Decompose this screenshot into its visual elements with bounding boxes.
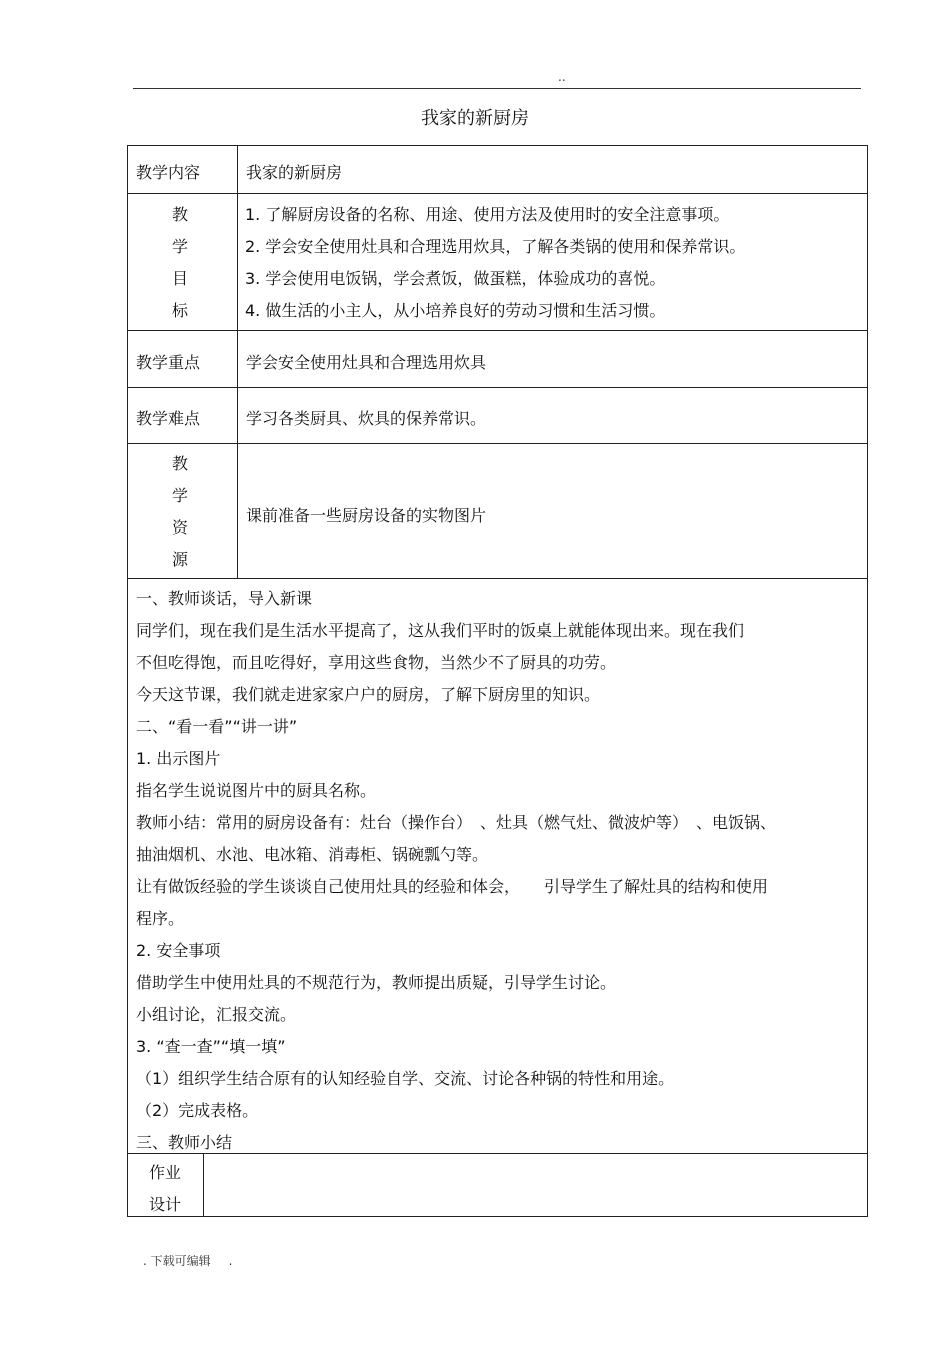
row-divider xyxy=(127,193,868,194)
goals-label-char: 目 xyxy=(171,269,188,288)
footer-right: . xyxy=(228,1254,233,1268)
goal-item: 1. 了解厨房设备的名称、用途、使用方法及使用时的安全注意事项。 xyxy=(245,205,730,224)
row-divider xyxy=(127,578,868,579)
row-divider xyxy=(127,330,868,331)
resources-label-char: 源 xyxy=(171,550,188,569)
goals-label-char: 教 xyxy=(171,205,188,224)
teaching-process xyxy=(136,583,862,1159)
process-line: 二、“看一看”“讲一讲” xyxy=(136,717,298,736)
homework-label xyxy=(130,1157,200,1221)
content-value: 我家的新厨房 xyxy=(246,163,343,182)
difficulty-label: 教学难点 xyxy=(136,409,201,428)
row-divider xyxy=(127,443,868,444)
process-line: 教师小结：常用的厨房设备有：灶台（操作台） 、灶具（燃气灶、微波炉等） 、电饭锅、 xyxy=(136,813,777,832)
goal-item: 3. 学会使用电饭锅，学会煮饭，做蛋糕，体验成功的喜悦。 xyxy=(245,269,666,288)
goals-label-char: 学 xyxy=(171,237,188,256)
process-line: 1. 出示图片 xyxy=(136,749,221,768)
focus-value: 学会安全使用灶具和合理选用炊具 xyxy=(246,353,487,372)
goals-label xyxy=(165,199,195,327)
resources-value: 课前准备一些厨房设备的实物图片 xyxy=(246,506,487,525)
process-line: 抽油烟机、水池、电冰箱、消毒柜、锅碗瓢勺等。 xyxy=(136,845,489,864)
homework-label-line: 作业 xyxy=(148,1163,181,1182)
column-divider xyxy=(237,145,238,579)
process-line: （2）完成表格。 xyxy=(136,1101,259,1120)
row-divider xyxy=(127,387,868,388)
process-line: 程序。 xyxy=(136,909,185,928)
resources-label-char: 学 xyxy=(171,486,188,505)
homework-label-line: 设计 xyxy=(148,1195,181,1214)
process-line: 借助学生中使用灶具的不规范行为，教师提出质疑，引导学生讨论。 xyxy=(136,973,617,992)
process-line: 同学们，现在我们是生活水平提高了，这从我们平时的饭桌上就能体现出来。现在我们 xyxy=(136,621,745,640)
process-line: 指名学生说说图片中的厨具名称。 xyxy=(136,781,377,800)
resources-label-char: 资 xyxy=(171,518,188,537)
goal-item: 4. 做生活的小主人，从小培养良好的劳动习惯和生活习惯。 xyxy=(245,301,666,320)
goals-list xyxy=(245,199,860,327)
goal-item: 2. 学会安全使用灶具和合理选用炊具，了解各类锅的使用和保养常识。 xyxy=(245,237,746,256)
header-mark: .. xyxy=(558,70,566,84)
process-line: 三、教师小结 xyxy=(136,1133,233,1152)
process-line: 2. 安全事项 xyxy=(136,941,221,960)
process-line: 今天这节课，我们就走进家家户户的厨房，了解下厨房里的知识。 xyxy=(136,685,601,704)
page-title: 我家的新厨房 xyxy=(421,108,529,129)
difficulty-value: 学习各类厨具、炊具的保养常识。 xyxy=(246,409,487,428)
column-divider xyxy=(203,1153,204,1217)
resources-label xyxy=(165,448,195,576)
process-line: （1）组织学生结合原有的认知经验自学、交流、讨论各种锅的特性和用途。 xyxy=(136,1069,675,1088)
content-label: 教学内容 xyxy=(136,163,201,182)
header-rule xyxy=(133,88,861,89)
footer xyxy=(143,1252,232,1269)
process-line: 一、教师谈话，导入新课 xyxy=(136,589,313,608)
process-line: 小组讨论，汇报交流。 xyxy=(136,1005,297,1024)
footer-left: . 下载可编辑 xyxy=(143,1254,211,1268)
goals-label-char: 标 xyxy=(171,301,188,320)
process-line: 让有做饭经验的学生谈谈自己使用灶具的经验和体会， 引导学生了解灶具的结构和使用 xyxy=(136,877,769,896)
process-line: 3. “查一查”“填一填” xyxy=(136,1037,286,1056)
process-line: 不但吃得饱，而且吃得好，享用这些食物，当然少不了厨具的功劳。 xyxy=(136,653,617,672)
resources-label-char: 教 xyxy=(171,454,188,473)
focus-label: 教学重点 xyxy=(136,353,201,372)
